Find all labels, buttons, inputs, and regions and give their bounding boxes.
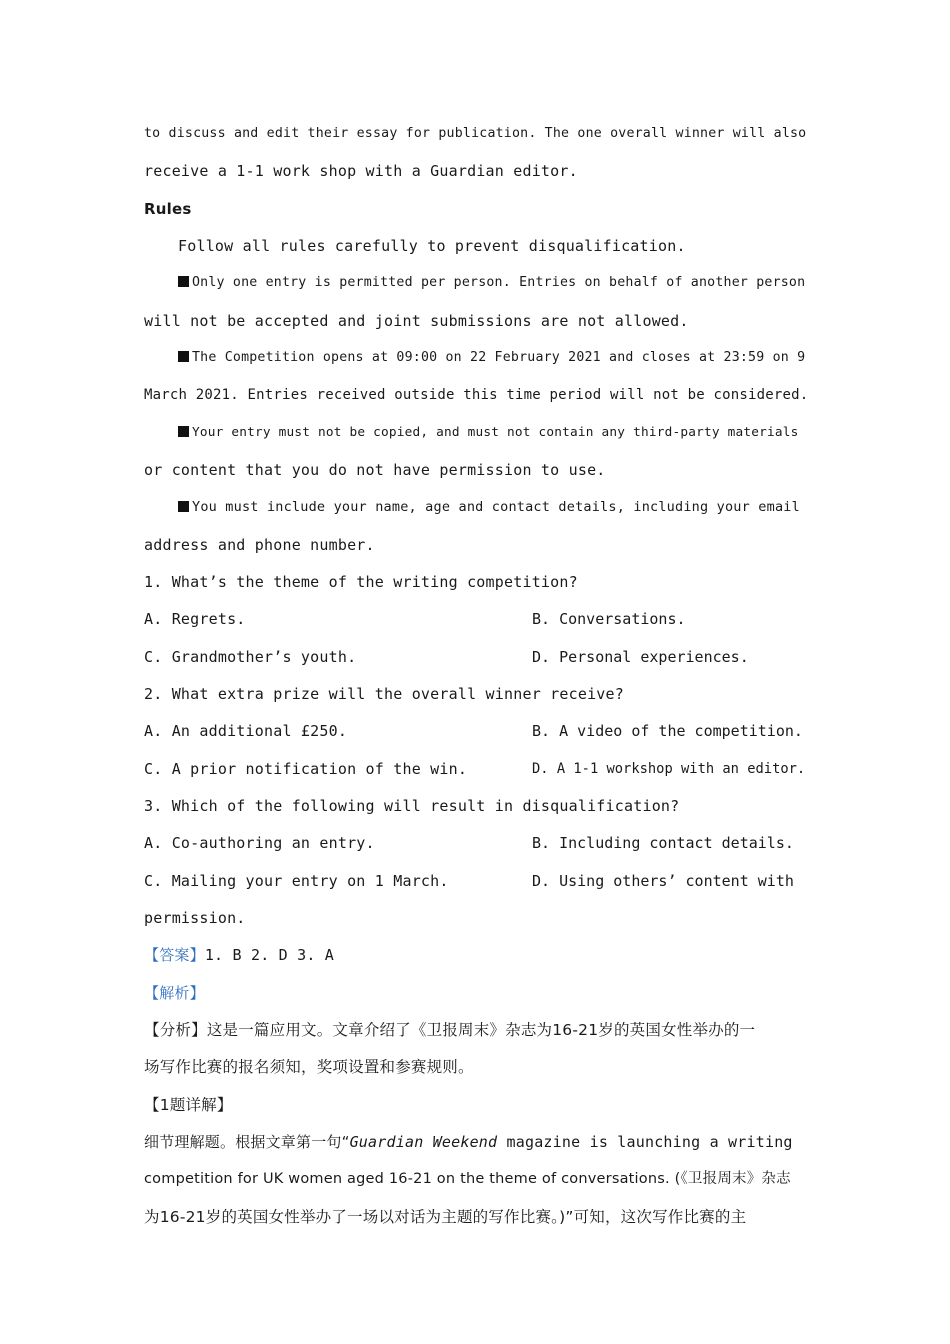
- answer-value: 1. B 2. D 3. A: [204, 946, 335, 964]
- analysis-label: 【解析】: [144, 984, 205, 1002]
- detail-line-1: 细节理解题。根据文章第一句“Guardian Weekend magazine is launching a writing: [144, 1133, 793, 1151]
- answer-label: 【答案】: [144, 946, 205, 964]
- question-1-stem: 1. What’s the theme of the writing competition?: [144, 573, 578, 591]
- rule-2-line-2: March 2021. Entries received outside this time period will not be considered.: [144, 387, 809, 403]
- detail-line-2: competition for UK women aged 16-21 on the theme of conversations. (《卫报周末》杂志: [144, 1171, 791, 1187]
- question-2-stem: 2. What extra prize will the overall winner receive?: [144, 685, 624, 703]
- rule-1-line-1: Only one entry is permitted per person. Entries on behalf of another person: [178, 273, 805, 293]
- question-2-option-d: D. A 1-1 workshop with an editor.: [532, 761, 806, 777]
- detail-line-3: 为16-21岁的英国女性举办了一场以对话为主题的写作比赛。)”可知，这次写作比赛的主: [144, 1208, 747, 1226]
- rules-heading: Rules: [144, 200, 192, 218]
- rule-4-line-2: address and phone number.: [144, 536, 375, 554]
- rule-4-line-1: You must include your name, age and contact details, including your email: [178, 497, 800, 517]
- question-1-option-b: B. Conversations.: [532, 610, 686, 628]
- black-square-icon: [178, 501, 189, 512]
- question-3-option-a: A. Co-authoring an entry.: [144, 834, 375, 852]
- question-3-stem: 3. Which of the following will result in disqualification?: [144, 797, 680, 815]
- fenxi-line-1: 【分析】这是一篇应用文。文章介绍了《卫报周末》杂志为16-21岁的英国女性举办的一: [144, 1021, 756, 1039]
- answer-line: [144, 945, 334, 965]
- question-2-option-a: A. An additional £250.: [144, 722, 348, 740]
- question-1-option-d: D. Personal experiences.: [532, 648, 749, 666]
- question-3-option-d-continued: permission.: [144, 909, 246, 927]
- question-3-option-d: D. Using others’ content with: [532, 872, 794, 890]
- rule-2-line-1: The Competition opens at 09:00 on 22 February 2021 and closes at 23:59 on 9: [178, 348, 805, 368]
- intro-line-1: to discuss and edit their essay for publication. The one overall winner will also: [144, 126, 807, 141]
- detail-label: 【1题详解】: [144, 1096, 233, 1114]
- black-square-icon: [178, 276, 189, 287]
- question-1-option-a: A. Regrets.: [144, 610, 246, 628]
- rule-3-line-1: Your entry must not be copied, and must not contain any third-party materials: [178, 423, 798, 443]
- fenxi-line-2: 场写作比赛的报名须知，奖项设置和参赛规则。: [144, 1058, 474, 1076]
- question-2-option-c: C. A prior notification of the win.: [144, 760, 468, 778]
- question-3-option-b: B. Including contact details.: [532, 834, 794, 852]
- question-1-option-c: C. Grandmother’s youth.: [144, 648, 357, 666]
- rule-3-line-2: or content that you do not have permission to use.: [144, 461, 606, 479]
- rule-1-line-2: will not be accepted and joint submissions are not allowed.: [144, 312, 689, 330]
- fenxi-label: 【分析】: [144, 1021, 207, 1039]
- black-square-icon: [178, 351, 189, 362]
- intro-line-2: receive a 1-1 work shop with a Guardian editor.: [144, 162, 578, 180]
- black-square-icon: [178, 426, 189, 437]
- question-3-option-c: C. Mailing your entry on 1 March.: [144, 872, 449, 890]
- question-2-option-b: B. A video of the competition.: [532, 722, 803, 740]
- rules-intro: Follow all rules carefully to prevent disqualification.: [178, 237, 686, 255]
